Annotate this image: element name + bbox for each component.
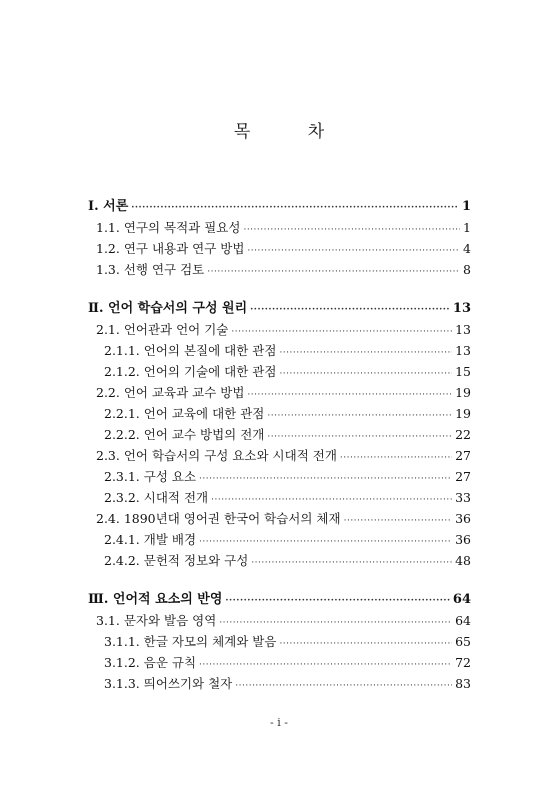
toc-entry-title: 2.4.2. 문헌적 정보와 구성: [104, 553, 249, 568]
page-number-footer: - i -: [270, 716, 288, 729]
toc-entry-title: 2.2. 언어 교육과 교수 방법: [96, 385, 245, 400]
toc-entry-title: 1.1. 연구의 목적과 필요성: [96, 220, 241, 235]
page-title: 목 차: [233, 122, 351, 142]
toc-chapter: [88, 299, 471, 319]
toc-entry-title: Ⅰ. 서론: [88, 199, 129, 214]
toc-page-number: 15: [455, 364, 471, 379]
toc-page-number: 72: [455, 655, 471, 670]
dot-leader: [211, 490, 452, 510]
toc-entry: [96, 260, 471, 280]
toc-entry-title: 2.2.2. 언어 교수 방법의 전개: [104, 427, 265, 442]
toc-entry: [104, 404, 471, 424]
toc-page-number: 33: [455, 490, 471, 505]
dot-leader: [279, 634, 452, 654]
toc-page-number: 27: [455, 448, 471, 463]
toc-chapter: [88, 197, 471, 217]
toc-page-number: 64: [455, 613, 471, 628]
dot-leader: [251, 553, 452, 573]
toc-entry-title: Ⅲ. 언어적 요소의 반영: [88, 592, 223, 607]
toc-page-number: 83: [455, 676, 471, 691]
toc-page-number: 13: [455, 322, 471, 337]
toc-entry: [104, 362, 471, 382]
toc-entry-title: 1.3. 선행 연구 검토: [96, 262, 205, 277]
toc-page-number: 27: [455, 469, 471, 484]
toc-entry: [96, 239, 471, 259]
toc-page-number: 22: [455, 427, 471, 442]
toc-page-number: 36: [455, 532, 471, 547]
toc-entry-title: 2.3.1. 구성 요소: [104, 469, 197, 484]
dot-leader: [199, 655, 452, 675]
toc-entry-title: 2.3.2. 시대적 전개: [104, 490, 209, 505]
toc-entry: [96, 611, 471, 631]
toc-entry-title: 1.2. 연구 내용과 연구 방법: [96, 241, 245, 256]
dot-leader: [231, 322, 452, 342]
dot-leader: [267, 406, 452, 426]
toc-page-number: 64: [452, 592, 471, 607]
toc-page-number: 19: [455, 406, 471, 421]
toc-entry: [104, 674, 471, 694]
toc-page-number: 13: [452, 301, 471, 316]
dot-leader: [131, 198, 459, 218]
toc-entry-title: 2.1.1. 언어의 본질에 대한 관점: [104, 343, 277, 358]
toc-page-number: 8: [463, 262, 471, 277]
toc-entry-title: 3.1.3. 띄어쓰기와 철자: [104, 676, 233, 691]
toc-entry-title: 2.1. 언어관과 언어 기술: [96, 322, 229, 337]
toc-entry: [96, 383, 471, 403]
toc-entry: [96, 446, 471, 466]
toc-entry-title: 2.4. 1890년대 영어권 한국어 학습서의 체재: [96, 511, 341, 526]
toc-entry-title: 2.3. 언어 학습서의 구성 요소와 시대적 전개: [96, 448, 337, 463]
toc-entry-title: 3.1.1. 한글 자모의 체계와 발음: [104, 634, 277, 649]
toc-page-number: 65: [455, 634, 471, 649]
dot-leader: [340, 448, 452, 468]
dot-leader: [247, 241, 460, 261]
toc-entry: [104, 632, 471, 652]
toc-entry: [104, 530, 471, 550]
toc-entry: [104, 488, 471, 508]
toc-entry-title: 3.1.2. 음운 규칙: [104, 655, 197, 670]
toc-page-number: 1: [463, 220, 471, 235]
toc-page-number: 13: [455, 343, 471, 358]
toc-entry: [104, 653, 471, 673]
toc-entry: [104, 341, 471, 361]
dot-leader: [219, 613, 452, 633]
dot-leader: [247, 385, 452, 405]
toc-entry-title: 2.4.1. 개발 배경: [104, 532, 197, 547]
dot-leader: [199, 532, 452, 552]
toc-page-number: 4: [463, 241, 471, 256]
dot-leader: [199, 469, 452, 489]
toc-entry: [104, 551, 471, 571]
toc-entry-title: 2.1.2. 언어의 기술에 대한 관점: [104, 364, 277, 379]
dot-leader: [235, 676, 452, 696]
toc-entry: [104, 467, 471, 487]
toc-entry: [96, 320, 471, 340]
toc-page-number: 1: [461, 199, 471, 214]
dot-leader: [207, 262, 460, 282]
dot-leader: [243, 220, 460, 240]
toc-chapter: [88, 590, 471, 610]
dot-leader: [250, 300, 450, 320]
dot-leader: [225, 591, 450, 611]
dot-leader: [279, 343, 452, 363]
toc-entry: [96, 218, 471, 238]
dot-leader: [267, 427, 452, 447]
toc-page-number: 48: [455, 553, 471, 568]
dot-leader: [344, 511, 453, 531]
toc-entry: [104, 425, 471, 445]
toc-page-number: 19: [455, 385, 471, 400]
toc-entry-title: Ⅱ. 언어 학습서의 구성 원리: [88, 301, 248, 316]
toc-entry: [96, 509, 471, 529]
toc-entry-title: 3.1. 문자와 발음 영역: [96, 613, 217, 628]
toc-entry-title: 2.2.1. 언어 교육에 대한 관점: [104, 406, 265, 421]
dot-leader: [279, 364, 452, 384]
toc-page-number: 36: [455, 511, 471, 526]
